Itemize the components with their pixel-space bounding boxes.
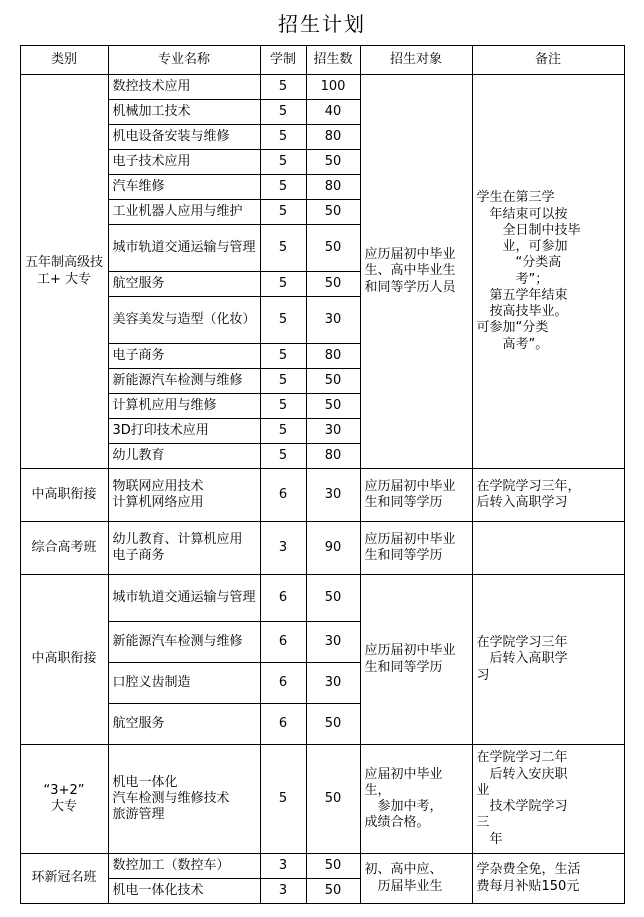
major-cell: 幼儿教育、计算机应用 电子商务 xyxy=(108,522,260,575)
major-cell: 城市轨道交通运输与管理 xyxy=(108,225,260,272)
note-cell-2 xyxy=(472,522,624,575)
years-cell: 6 xyxy=(260,663,306,704)
count-cell: 90 xyxy=(306,522,360,575)
count-cell: 50 xyxy=(306,704,360,745)
years-cell: 6 xyxy=(260,469,306,522)
category-cell-2: 综合高考班 xyxy=(20,522,108,575)
note-cell-5: 学杂费全免，生活 费每月补贴150元 xyxy=(472,854,624,904)
major-cell: 航空服务 xyxy=(108,272,260,297)
count-cell: 50 xyxy=(306,272,360,297)
column-header-object: 招生对象 xyxy=(360,46,472,75)
count-cell: 50 xyxy=(306,745,360,854)
major-cell: 航空服务 xyxy=(108,704,260,745)
years-cell: 5 xyxy=(260,75,306,100)
major-cell: 3D打印技术应用 xyxy=(108,419,260,444)
years-cell: 5 xyxy=(260,150,306,175)
table-row xyxy=(20,469,624,522)
column-header-count: 招生数 xyxy=(306,46,360,75)
object-cell-2: 应历届初中毕业 生和同等学历 xyxy=(360,522,472,575)
category-cell-0: 五年制高级技 工+ 大专 xyxy=(20,75,108,469)
major-cell: 数控技术应用 xyxy=(108,75,260,100)
major-cell: 数控加工（数控车） xyxy=(108,854,260,879)
object-cell-3: 应历届初中毕业 生和同等学历 xyxy=(360,575,472,745)
object-cell-5: 初、高中应、 历届毕业生 xyxy=(360,854,472,904)
count-cell: 30 xyxy=(306,622,360,663)
major-cell: 计算机应用与维修 xyxy=(108,394,260,419)
years-cell: 6 xyxy=(260,622,306,663)
note-cell-0: 学生在第三学 年结束可以按 全日制中技毕 业，可参加 “分类高 考”； 第五学年结束 按高技毕业。 可参加“分类 高考”。 xyxy=(472,75,624,469)
years-cell: 5 xyxy=(260,419,306,444)
column-header-note: 备注 xyxy=(472,46,624,75)
table-row xyxy=(20,745,624,854)
note-cell-4: 在学院学习二年 后转入安庆职 业 技术学院学习 三 年 xyxy=(472,745,624,854)
major-cell: 美容美发与造型（化妆） xyxy=(108,297,260,344)
years-cell: 5 xyxy=(260,175,306,200)
count-cell: 80 xyxy=(306,344,360,369)
major-cell: 口腔义齿制造 xyxy=(108,663,260,704)
years-cell: 3 xyxy=(260,522,306,575)
object-cell-4: 应届初中毕业 生， 参加中考， 成绩合格。 xyxy=(360,745,472,854)
years-cell: 3 xyxy=(260,854,306,879)
years-cell: 5 xyxy=(260,297,306,344)
category-cell-5: 环新冠名班 xyxy=(20,854,108,904)
count-cell: 30 xyxy=(306,469,360,522)
major-cell: 幼儿教育 xyxy=(108,444,260,469)
years-cell: 6 xyxy=(260,704,306,745)
count-cell: 30 xyxy=(306,297,360,344)
table-row xyxy=(20,75,624,100)
count-cell: 50 xyxy=(306,369,360,394)
category-cell-1: 中高职衔接 xyxy=(20,469,108,522)
category-cell-4: “3+2” 大专 xyxy=(20,745,108,854)
count-cell: 80 xyxy=(306,444,360,469)
major-cell: 机电一体化 汽车检测与维修技术 旅游管理 xyxy=(108,745,260,854)
major-cell: 机械加工技术 xyxy=(108,100,260,125)
major-cell: 新能源汽车检测与维修 xyxy=(108,369,260,394)
object-cell-0: 应历届初中毕业 生、高中毕业生 和同等学历人员 xyxy=(360,75,472,469)
column-header-major: 专业名称 xyxy=(108,46,260,75)
count-cell: 50 xyxy=(306,150,360,175)
count-cell: 30 xyxy=(306,663,360,704)
years-cell: 5 xyxy=(260,200,306,225)
major-cell: 城市轨道交通运输与管理 xyxy=(108,575,260,622)
years-cell: 5 xyxy=(260,272,306,297)
years-cell: 5 xyxy=(260,125,306,150)
count-cell: 50 xyxy=(306,854,360,879)
major-cell: 机电一体化技术 xyxy=(108,879,260,904)
enrollment-plan-table xyxy=(20,45,625,904)
count-cell: 50 xyxy=(306,394,360,419)
column-header-category: 类别 xyxy=(20,46,108,75)
major-cell: 电子商务 xyxy=(108,344,260,369)
column-header-years: 学制 xyxy=(260,46,306,75)
page-title: 招生计划 xyxy=(278,12,366,36)
count-cell: 50 xyxy=(306,200,360,225)
major-cell: 汽车维修 xyxy=(108,175,260,200)
note-cell-1: 在学院学习三年， 后转入高职学习 xyxy=(472,469,624,522)
object-cell-1: 应历届初中毕业 生和同等学历 xyxy=(360,469,472,522)
years-cell: 5 xyxy=(260,394,306,419)
count-cell: 50 xyxy=(306,879,360,904)
count-cell: 50 xyxy=(306,575,360,622)
table-row xyxy=(20,854,624,879)
years-cell: 5 xyxy=(260,100,306,125)
count-cell: 40 xyxy=(306,100,360,125)
major-cell: 电子技术应用 xyxy=(108,150,260,175)
count-cell: 30 xyxy=(306,419,360,444)
major-cell: 新能源汽车检测与维修 xyxy=(108,622,260,663)
years-cell: 5 xyxy=(260,369,306,394)
count-cell: 100 xyxy=(306,75,360,100)
years-cell: 6 xyxy=(260,575,306,622)
count-cell: 50 xyxy=(306,225,360,272)
count-cell: 80 xyxy=(306,125,360,150)
major-cell: 工业机器人应用与维护 xyxy=(108,200,260,225)
note-cell-3: 在学院学习三年 后转入高职学 习 xyxy=(472,575,624,745)
table-header-row xyxy=(20,46,624,75)
years-cell: 5 xyxy=(260,444,306,469)
table-row xyxy=(20,522,624,575)
years-cell: 5 xyxy=(260,745,306,854)
major-cell: 物联网应用技术 计算机网络应用 xyxy=(108,469,260,522)
count-cell: 80 xyxy=(306,175,360,200)
major-cell: 机电设备安装与维修 xyxy=(108,125,260,150)
table-row xyxy=(20,575,624,622)
years-cell: 5 xyxy=(260,225,306,272)
years-cell: 5 xyxy=(260,344,306,369)
category-cell-3: 中高职衔接 xyxy=(20,575,108,745)
years-cell: 3 xyxy=(260,879,306,904)
